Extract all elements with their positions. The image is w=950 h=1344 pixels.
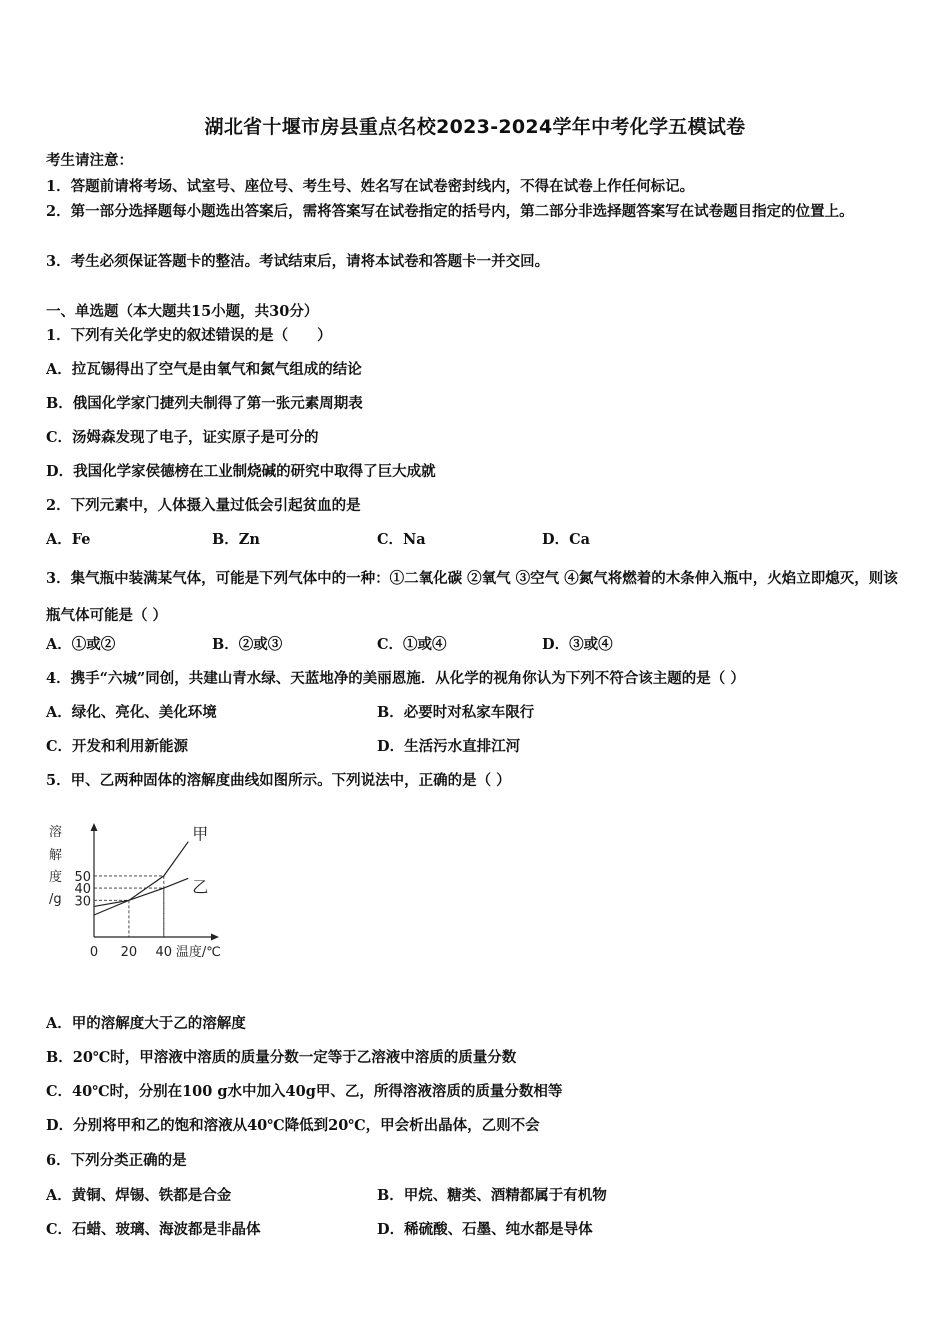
y-axis-label-char: /g (49, 892, 62, 907)
solubility-chart (40, 815, 240, 965)
page-title: 湖北省十堰市房县重点名校2023-2024学年中考化学五模试卷 (204, 116, 746, 138)
option-d: D．Ca (542, 531, 591, 548)
option-d: D．③或④ (542, 636, 613, 653)
option-b: B．甲烷、糖类、酒精都属于有机物 (377, 1187, 607, 1204)
notice-item-2: 2．第一部分选择题每小题选出答案后，需将答案写在试卷指定的括号内，第二部分非选择题答案写在试卷题目指定的位置上。 (46, 203, 854, 220)
y-tick-label: 40 (74, 882, 91, 898)
notice-item-3: 3．考生必须保证答题卡的整洁。考试结束后，请将本试卷和答题卡一并交回。 (46, 253, 550, 270)
option-c: C．Na (377, 531, 426, 548)
option-c: C．开发和利用新能源 (46, 738, 189, 755)
option-b: B．俄国化学家门捷列夫制得了第一张元素周期表 (46, 395, 363, 412)
question-stem: 3．集气瓶中装满某气体，可能是下列气体中的一种：①二氧化碳 ②氧气 ③空气 ④氮气将燃着的木条伸入瓶中，火焰立即熄灭，则该瓶气体可能是（ ） (46, 570, 898, 624)
y-tick-label: 50 (74, 869, 91, 885)
y-axis-label-char: 解 (49, 848, 63, 863)
question-stem: 2．下列元素中，人体摄入量过低会引起贫血的是 (46, 497, 361, 514)
option-c: C．汤姆森发现了电子，证实原子是可分的 (46, 429, 319, 446)
option-a: A．Fe (46, 531, 91, 548)
option-d: D．我国化学家侯德榜在工业制烧碱的研究中取得了巨大成就 (46, 463, 436, 480)
question-stem: 4．携手“六城”同创，共建山青水绿、天蓝地净的美丽恩施．从化学的视角你认为下列不符合该主题的是（ ） (46, 670, 745, 687)
option-c: C．40℃时，分别在100 g水中加入40g甲、乙，所得溶液溶质的质量分数相等 (46, 1083, 563, 1100)
notice-item-1: 1．答题前请将考场、试室号、座位号、考生号、姓名写在试卷密封线内，不得在试卷上作任何标记。 (46, 178, 695, 195)
y-axis-arrow (91, 823, 98, 831)
x-tick-label: 40 (155, 945, 173, 960)
x-tick-label: 0 (89, 945, 99, 960)
option-d: D．分别将甲和乙的饱和溶液从40℃降低到20℃，甲会析出晶体，乙则不会 (46, 1117, 540, 1134)
y-tick-label: 30 (74, 894, 91, 910)
notice-heading: 考生请注意： (46, 152, 133, 169)
option-d: D．稀硫酸、石墨、纯水都是导体 (377, 1221, 593, 1238)
option-a: A．黄铜、焊锡、铁都是合金 (46, 1187, 232, 1204)
x-axis-arrow (211, 934, 219, 941)
question-stem: 6．下列分类正确的是 (46, 1152, 187, 1169)
legend-label: 乙 (192, 877, 209, 897)
y-axis-label (49, 824, 62, 907)
y-axis-label-char: 度 (49, 870, 63, 885)
option-a: A．拉瓦锡得出了空气是由氧气和氮气组成的结论 (46, 361, 362, 378)
option-d: D．生活污水直排江河 (377, 738, 521, 755)
question-stem: 5．甲、乙两种固体的溶解度曲线如图所示。下列说法中，正确的是（ ） (46, 772, 511, 789)
option-a: A．甲的溶解度大于乙的溶解度 (46, 1015, 246, 1032)
option-b: B．Zn (212, 531, 260, 548)
x-tick-label: 20 (120, 945, 138, 960)
option-a: A．绿化、亮化、美化环境 (46, 704, 217, 721)
x-axis-label: 温度/℃ (175, 945, 221, 960)
legend-label: 甲 (192, 824, 209, 844)
question-stem: 1．下列有关化学史的叙述错误的是（ ） (46, 327, 332, 344)
option-b: B．②或③ (212, 636, 283, 653)
option-b: B．必要时对私家车限行 (377, 704, 535, 721)
option-c: C．石蜡、玻璃、海波都是非晶体 (46, 1221, 261, 1238)
section-heading: 一、单选题（本大题共15小题，共30分） (46, 303, 319, 320)
y-axis-label-char: 溶 (49, 825, 63, 840)
option-c: C．①或④ (377, 636, 447, 653)
option-b: B．20℃时，甲溶液中溶质的质量分数一定等于乙溶液中溶质的质量分数 (46, 1049, 517, 1066)
option-a: A．①或② (46, 636, 116, 653)
